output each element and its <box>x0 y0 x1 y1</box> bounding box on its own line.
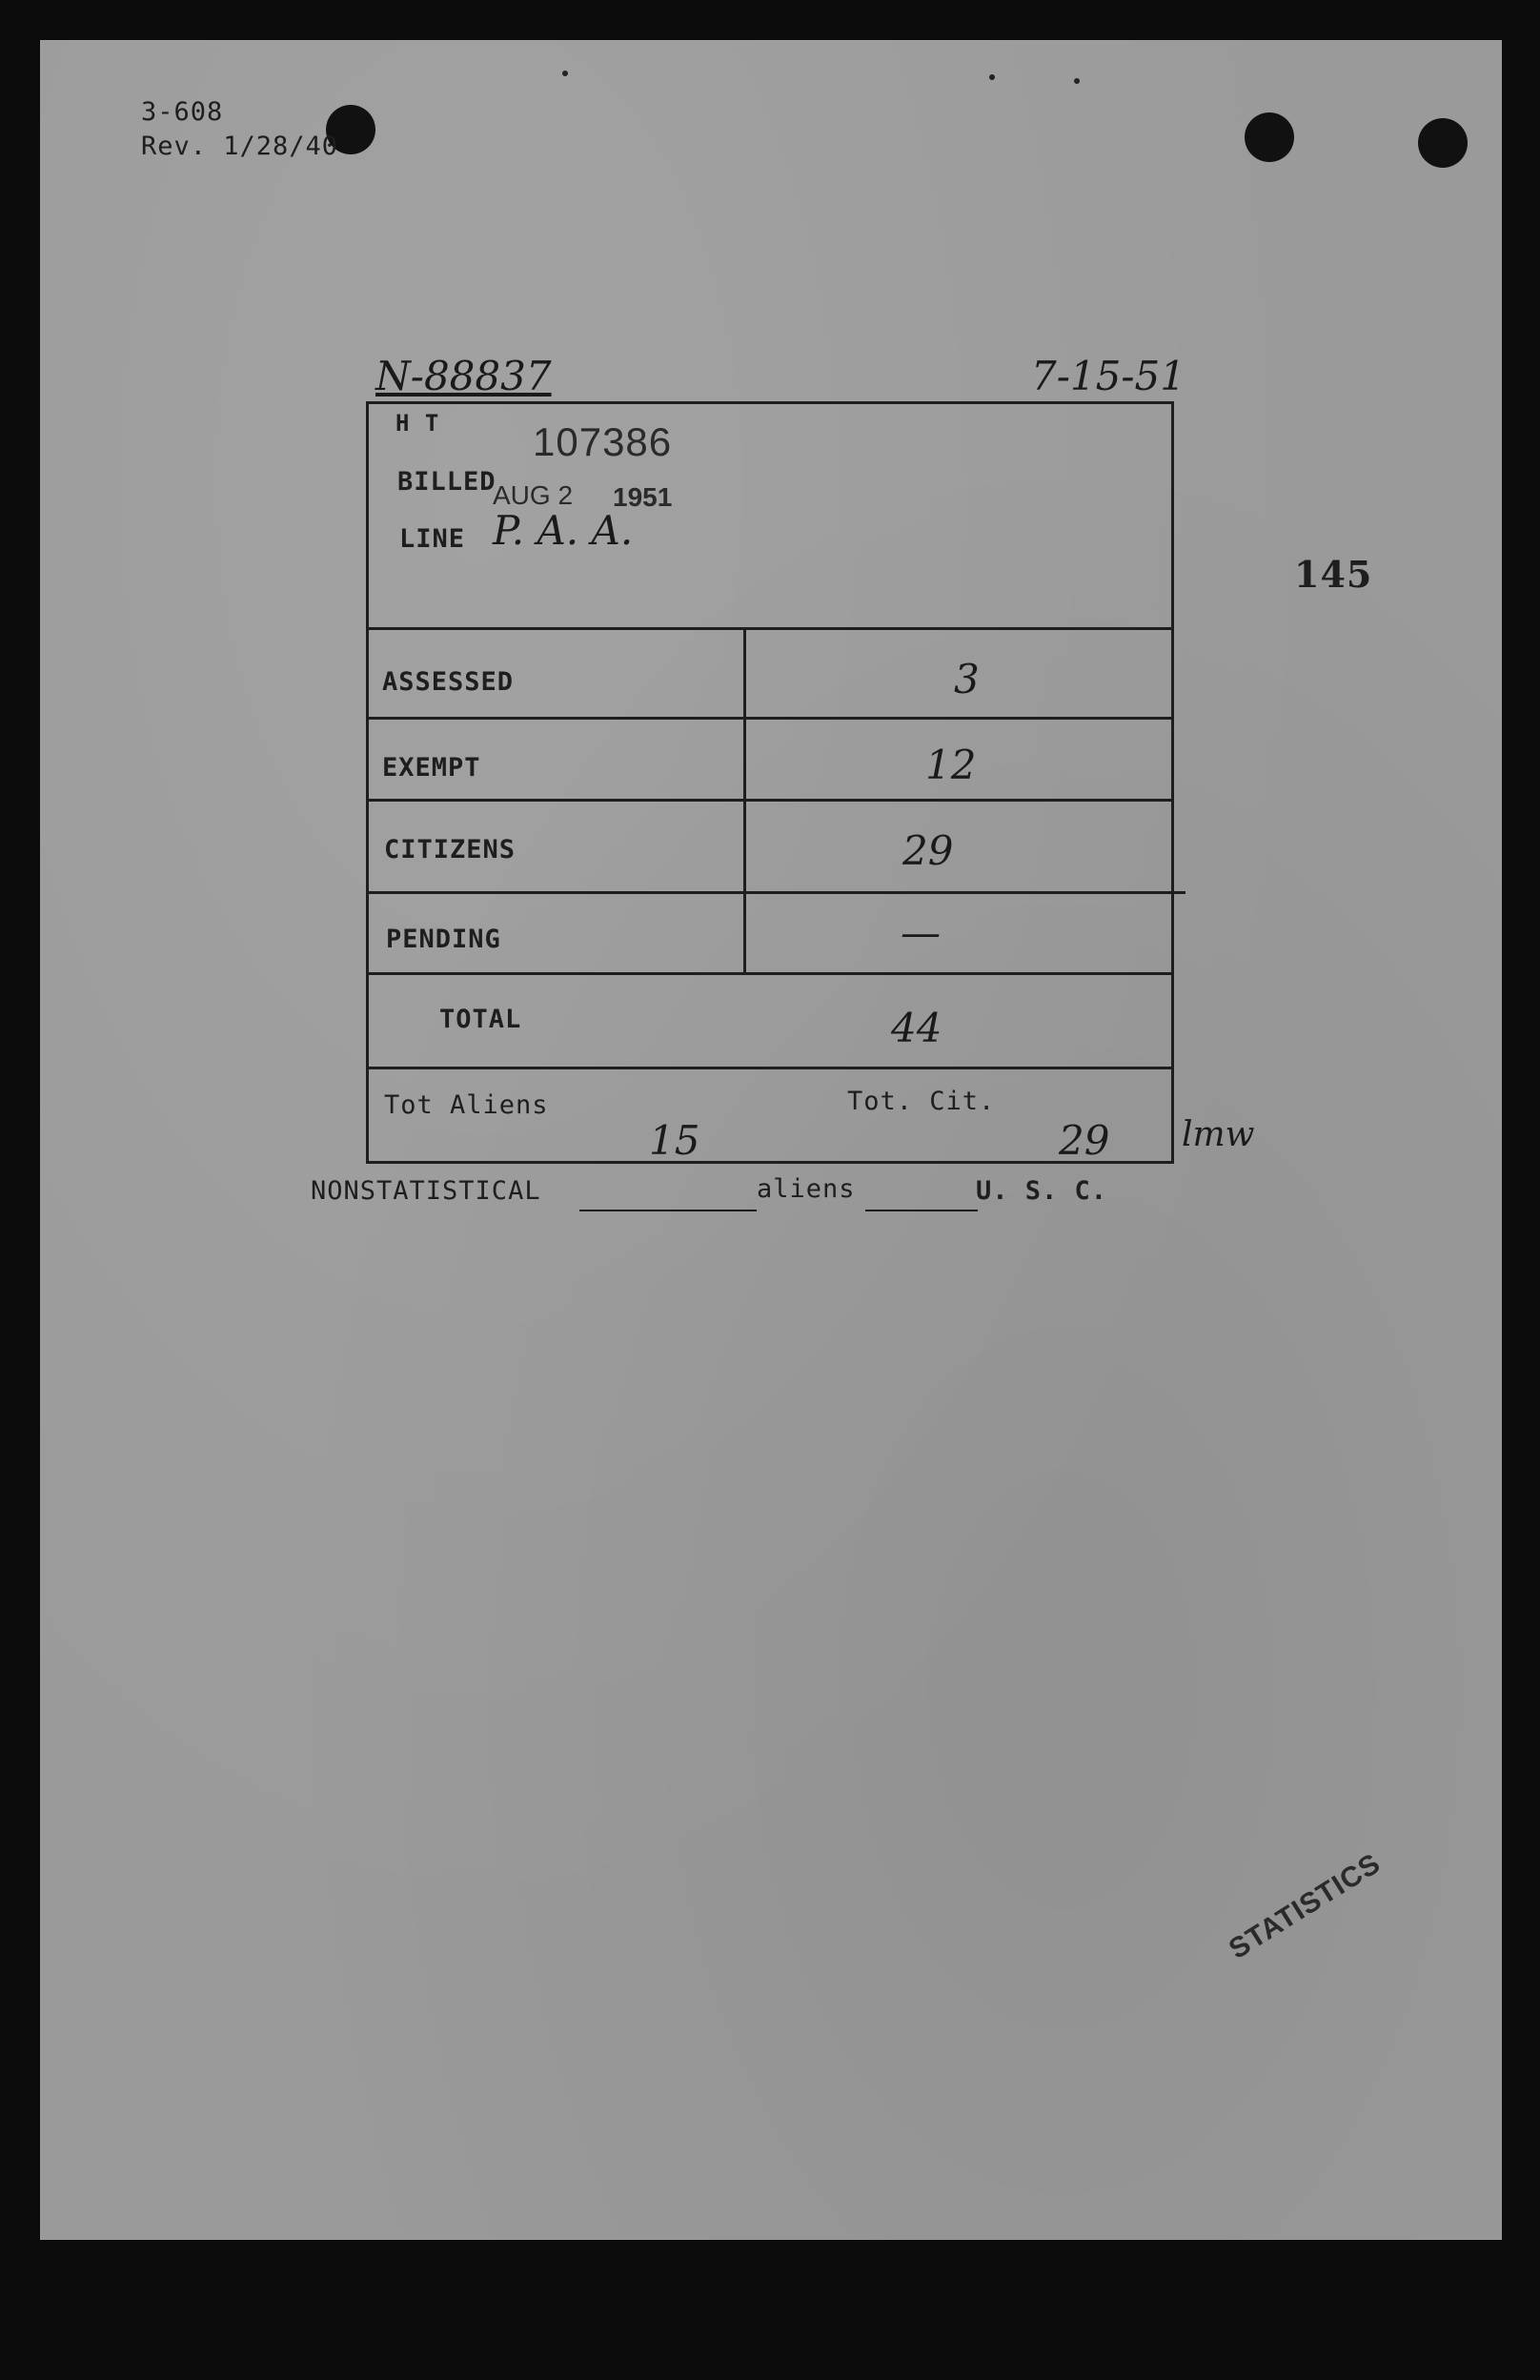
tot-cit-label: Tot. Cit. <box>847 1087 996 1116</box>
aliens-blank <box>865 1210 978 1211</box>
aliens-label: aliens <box>757 1174 856 1204</box>
row-divider <box>366 717 1174 720</box>
ht-label: H T <box>395 410 440 437</box>
pending-value: — <box>901 909 941 956</box>
paper-speck <box>1074 78 1080 84</box>
row-divider <box>366 799 1174 802</box>
line-value: P. A. A. <box>493 507 634 554</box>
manifest-number: N-88837 <box>375 353 552 399</box>
billed-date: AUG 2 <box>493 480 574 510</box>
form-revision: Rev. 1/28/40 <box>141 132 339 161</box>
total-value: 44 <box>891 1005 942 1051</box>
billed-label: BILLED <box>397 467 496 497</box>
ht-number: 107386 <box>533 419 673 464</box>
row-divider <box>366 972 1174 975</box>
row-divider <box>366 1067 1174 1069</box>
tot-aliens-label: Tot Aliens <box>384 1090 549 1120</box>
billed-year: 1951 <box>613 482 673 512</box>
citizens-label: CITIZENS <box>384 835 517 865</box>
paper-speck <box>562 71 568 76</box>
punch-hole <box>1245 112 1294 162</box>
paper-speck <box>989 74 995 80</box>
citizens-value: 29 <box>902 827 954 874</box>
nonstatistical-blank <box>579 1210 757 1211</box>
line-label: LINE <box>399 524 466 554</box>
page-number: 145 <box>1294 553 1373 596</box>
total-label: TOTAL <box>439 1005 522 1034</box>
tot-cit-value: 29 <box>1059 1117 1110 1164</box>
assessed-label: ASSESSED <box>382 667 515 697</box>
form-number: 3-608 <box>141 97 224 127</box>
tot-aliens-value: 15 <box>649 1117 700 1164</box>
clerk-initials: lmw <box>1182 1115 1255 1154</box>
punch-hole <box>1418 118 1468 168</box>
row-divider <box>366 627 1174 630</box>
exempt-label: EXEMPT <box>382 753 481 783</box>
usc-label: U. S. C. <box>976 1176 1108 1206</box>
statistics-table <box>366 401 1174 1164</box>
pending-label: PENDING <box>386 925 501 954</box>
manifest-date: 7-15-51 <box>1031 353 1185 399</box>
assessed-value: 3 <box>954 656 980 702</box>
row-divider <box>366 891 1185 894</box>
column-divider <box>743 627 746 974</box>
exempt-value: 12 <box>925 742 977 788</box>
nonstatistical-label: NONSTATISTICAL <box>311 1176 541 1206</box>
statistics-stamp: STATISTICS <box>1224 1847 1387 1965</box>
